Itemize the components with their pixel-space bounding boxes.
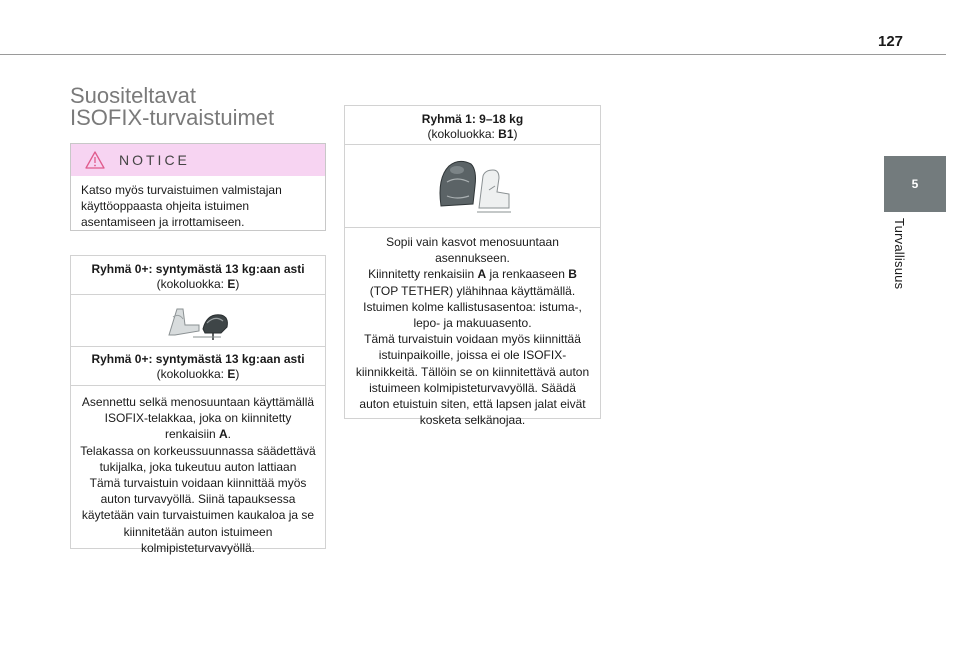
chapter-label: Turvallisuus <box>892 218 907 290</box>
rear-facing-seat-icon <box>163 301 233 341</box>
group0-subheader-title: Ryhmä 0+: syntymästä 13 kg:aan asti <box>91 352 305 366</box>
desc-text: Kiinnitetty renkaisiin <box>368 267 478 282</box>
group0-subheader-class <box>71 367 325 382</box>
group1-desc-p1: Sopii vain kasvot menosuuntaan asennukseen. <box>386 235 559 266</box>
group0-header-class <box>71 277 325 292</box>
notice-header <box>71 144 325 176</box>
group0-header <box>71 256 325 295</box>
desc-text: (TOP TETHER) ylähihnaa käyttämällä. <box>369 283 576 298</box>
group1-header <box>345 106 600 145</box>
group1-desc-p2 <box>353 266 592 298</box>
group0-image-cell <box>71 295 325 347</box>
group0-header-title: Ryhmä 0+: syntymästä 13 kg:aan asti <box>91 262 305 276</box>
desc-bold: B <box>568 267 577 282</box>
class-value: E <box>227 367 236 381</box>
desc-text: . <box>227 427 232 442</box>
group0-card <box>70 255 326 555</box>
desc-text: ja renkaaseen <box>486 267 569 282</box>
class-suffix: ) <box>513 127 518 141</box>
warning-triangle-icon <box>85 151 105 169</box>
page-title-line2: ISOFIX-turvaistuimet <box>70 105 275 130</box>
group0-desc-p2: Telakassa on korkeussuunnassa säädettävä tukijalka, joka tukeutuu auton lattiaan <box>80 443 316 474</box>
desc-bold: A <box>219 427 228 442</box>
group1-header-title: Ryhmä 1: 9–18 kg <box>421 112 524 126</box>
header-rule <box>0 54 946 55</box>
class-prefix: (kokoluokka: <box>427 127 499 141</box>
notice-box <box>70 143 326 231</box>
group1-desc-p3: Istuimen kolme kallistusasentoa: istuma-, lepo- ja makuuasento. <box>363 299 582 331</box>
class-suffix: ) <box>235 277 240 291</box>
class-value: E <box>227 277 236 291</box>
class-suffix: ) <box>235 367 240 381</box>
class-prefix: (kokoluokka: <box>156 367 228 381</box>
forward-facing-seat-icon <box>433 156 513 216</box>
page-title <box>70 85 274 129</box>
group0-desc-p1 <box>79 394 317 443</box>
page-number: 127 <box>878 33 904 50</box>
desc-text: Asennettu selkä menosuuntaan käyttämällä ISOFIX-telakkaa, joka on kiinnitetty renkaisiin <box>81 395 315 442</box>
notice-text: Katso myös turvaistuimen valmistajan käyttöoppaasta ohjeita istuimen asentamiseen ja irrottamiseen. <box>81 183 282 229</box>
class-value: B1 <box>498 127 514 141</box>
group1-card <box>344 105 601 428</box>
desc-bold: A <box>477 267 487 282</box>
group1-image-cell <box>345 145 600 228</box>
group1-header-class <box>345 127 600 142</box>
group0-subheader <box>71 347 325 386</box>
notice-title: NOTICE <box>119 152 190 168</box>
group1-desc-p4: Tämä turvaistuin voidaan myös kiinnittää istuinpaikoille, joissa ei ole ISOFIX-kiinnikkeitä. Tällöin se on kiinnitettävä auton istuimeen kolmipisteturvavyöllä. Säädä auton etuistuin siten, että lapsen jalat eivät kosketa selkänojaa. <box>355 332 590 428</box>
group0-desc-p3: Tämä turvaistuin voidaan kiinnittää myös auton turvavyöllä. Siinä tapauksessa käytetään vain turvaistuimen kaukaloa ja se kiinnitetään auton istuimeen kolmipisteturvavyöllä. <box>81 476 315 555</box>
group1-description <box>345 228 600 436</box>
page-title-line1: Suositeltavat <box>70 83 196 108</box>
chapter-tab[interactable] <box>884 156 946 212</box>
chapter-number: 5 <box>911 177 919 191</box>
class-prefix: (kokoluokka: <box>156 277 228 291</box>
group0-description <box>71 386 325 564</box>
